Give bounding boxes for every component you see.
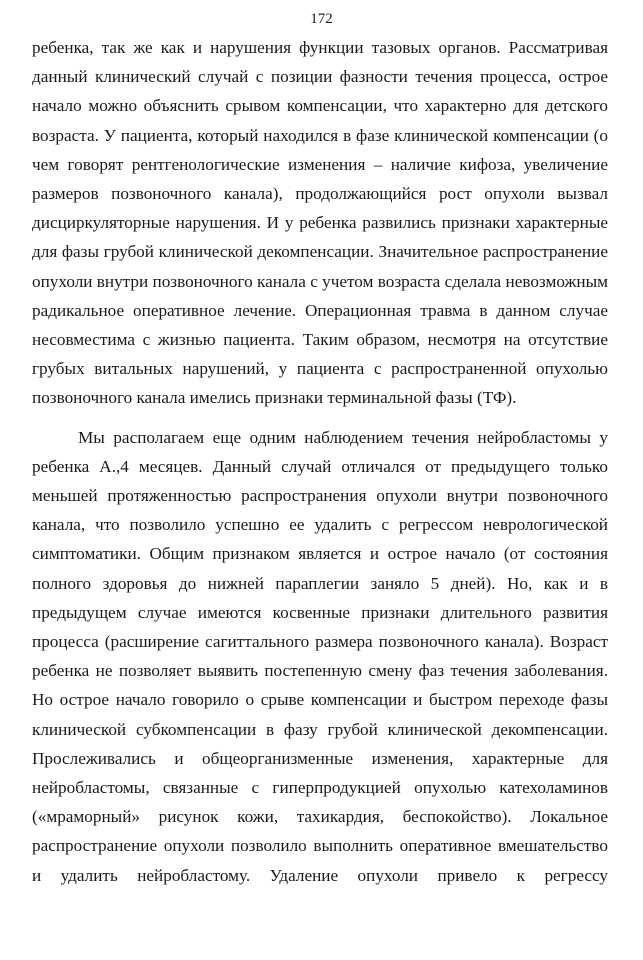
body-text [32,33,608,890]
page-number: 172 [310,11,333,27]
paragraph-2: Мы располагаем еще одним наблюдением течения нейробластомы у ребенка А.,4 месяцев. Данный случай отличался от предыдущего только меньшей протяженностью распространения опухоли внутри позвоночного канала, что позволило успешно ее удалить с регрессом неврологической симптоматики. Общим признаком является и острое начало (от состояния полного здоровья до нижней параплегии заняло 5 дней). Но, как и в предыдущем случае имеются косвенные признаки длительного развития процесса (расширение сагиттального размера позвоночного канала). Возраст ребенка не позволяет выявить постепенную смену фаз течения заболевания. Но острое начало говорило о срыве компенсации и быстром переходе фазы клинической субкомпенсации в фазу грубой клинической декомпенсации. Прослеживались и общеорганизменные изменения, характерные для нейробластомы, связанные с гиперпродукцией опухолью катехоламинов («мраморный» рисунок кожи, тахикардия, беспокойство). Локальное распространение опухоли позволило выполнить оперативное вмешательство и удалить нейробластому. Удаление опухоли привело к регрессу [32,427,608,885]
paragraph-1: ребенка, так же как и нарушения функции тазовых органов. Рассматривая данный клинический случай с позиции фазности течения процесса, острое начало можно объяснить срывом компенсации, что характерно для детского возраста. У пациента, который находился в фазе клинической компенсации (о чем говорят рентгенологические изменения – наличие кифоза, увеличение размеров позвоночного канала), продолжающийся рост опухоли вызвал дисциркуляторные нарушения. И у ребенка развились признаки характерные для фазы грубой клинической декомпенсации. Значительное распространение опухоли внутри позвоночного канала с учетом возраста сделала невозможным радикальное оперативное лечение. Операционная травма в данном случае несовместима с жизнью пациента. Таким образом, несмотря на отсутствие грубых витальных нарушений, у пациента с распространенной опухолью позвоночного канала имелись признаки терминальной фазы (ТФ). [32,38,608,408]
